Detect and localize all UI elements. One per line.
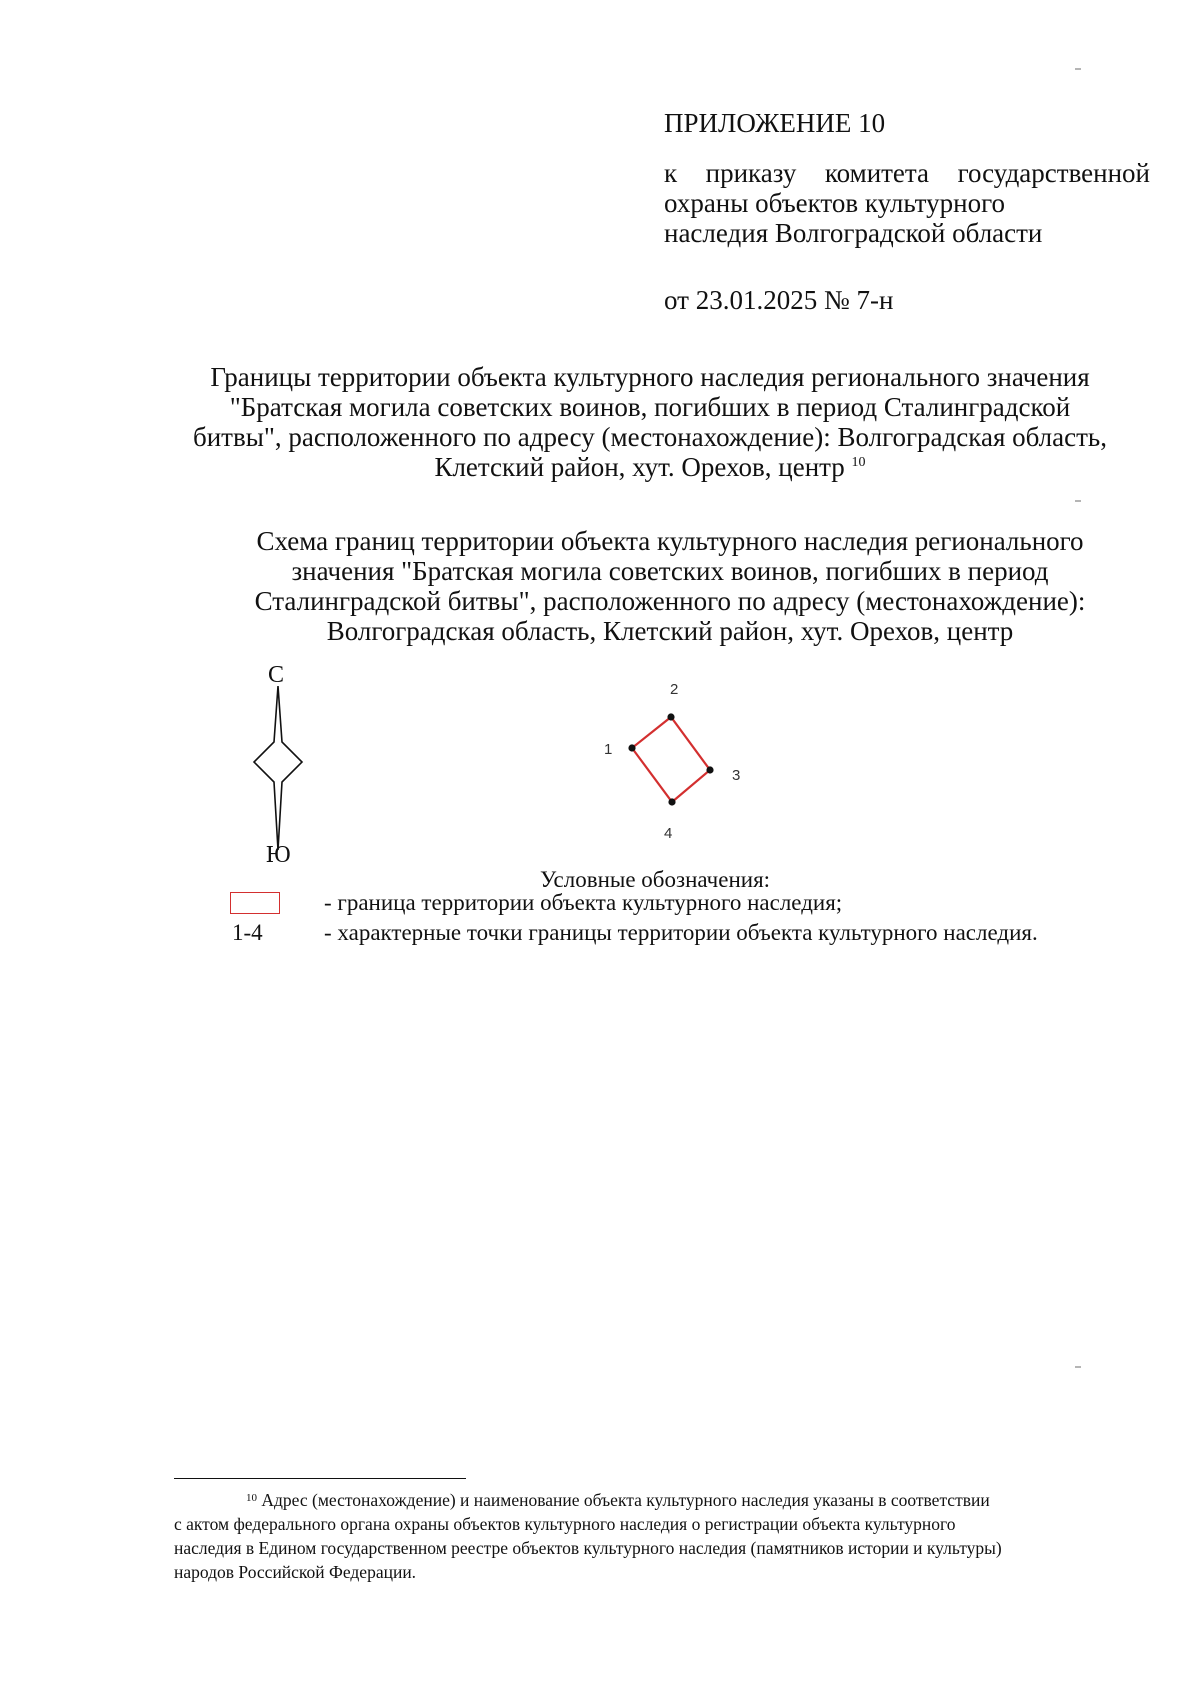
scheme-title-line: Схема границ территории объекта культурного наследия регионального [256,526,1084,556]
boundary-plan [580,670,760,840]
boundaries-heading [150,362,1150,482]
scheme-title-line: Волгоградская область, Клетский район, хут. Орехов, центр [326,616,1014,646]
legend-points-text: - характерные точки границы территории объекта культурного наследия. [324,920,1038,945]
scheme-title [170,526,1170,646]
point-label: 1 [604,741,613,758]
scan-speck [1075,1366,1081,1368]
footnote-reference[interactable]: 10 [851,455,866,470]
scan-speck [1075,68,1081,70]
compass-south-label: Ю [266,842,291,868]
footnote-line: наследия в Едином государственном реестре объектов культурного наследия (памятников истории и культуры) [174,1538,1002,1558]
scan-speck [1075,500,1081,502]
legend-title: Условные обозначения: [540,867,771,892]
footnote-mark: 10 [246,1492,257,1504]
heading-line: битвы", расположенного по адресу (местонахождение): Волгоградская область, [193,422,1107,452]
boundary-point [628,744,635,751]
appendix-ref-line: наследия Волгоградской области [664,218,1043,248]
footnote-line: с актом федерального органа охраны объектов культурного наследия о регистрации объекта культурного [174,1514,956,1534]
appendix-header [664,108,1164,315]
legend-points-label: 1-4 [232,920,263,945]
boundary-point [668,798,675,805]
appendix-ref-line: к приказу комитета государственной [664,158,1150,188]
footnote-text: Адрес (местонахождение) и наименование объекта культурного наследия указаны в соответствии [261,1490,990,1510]
appendix-reference [664,158,1150,248]
scheme-title-line: Сталинградской битвы", расположенного по адресу (местонахождение): [254,586,1086,616]
legend-boundary-swatch [230,892,280,914]
point-label: 2 [670,681,679,698]
appendix-date: от 23.01.2025 № 7-н [664,285,894,315]
footnote [174,1488,1150,1584]
heading-line: "Братская могила советских воинов, погибших в период Сталинградской [229,392,1071,422]
boundary-point [706,766,713,773]
appendix-title: ПРИЛОЖЕНИЕ 10 [664,108,886,138]
boundary-point [667,713,674,720]
point-label: 4 [664,825,673,840]
footnote-line [174,1488,1150,1512]
footnote-separator [174,1478,466,1479]
legend-boundary-text: - граница территории объекта культурного наследия; [324,890,843,915]
north-arrow-icon [246,660,310,866]
heading-line-last [150,452,1150,482]
compass-north-label: С [268,662,285,688]
heading-line: Границы территории объекта культурного наследия регионального значения [210,362,1090,392]
scheme-title-line: значения "Братская могила советских воинов, погибших в период [291,556,1049,586]
boundary-polygon [632,717,710,802]
heading-line: Клетский район, хут. Орехов, центр [434,452,845,482]
appendix-ref-line: охраны объектов культурного [664,188,1005,218]
footnote-line: народов Российской Федерации. [174,1562,417,1582]
point-label: 3 [732,767,741,784]
